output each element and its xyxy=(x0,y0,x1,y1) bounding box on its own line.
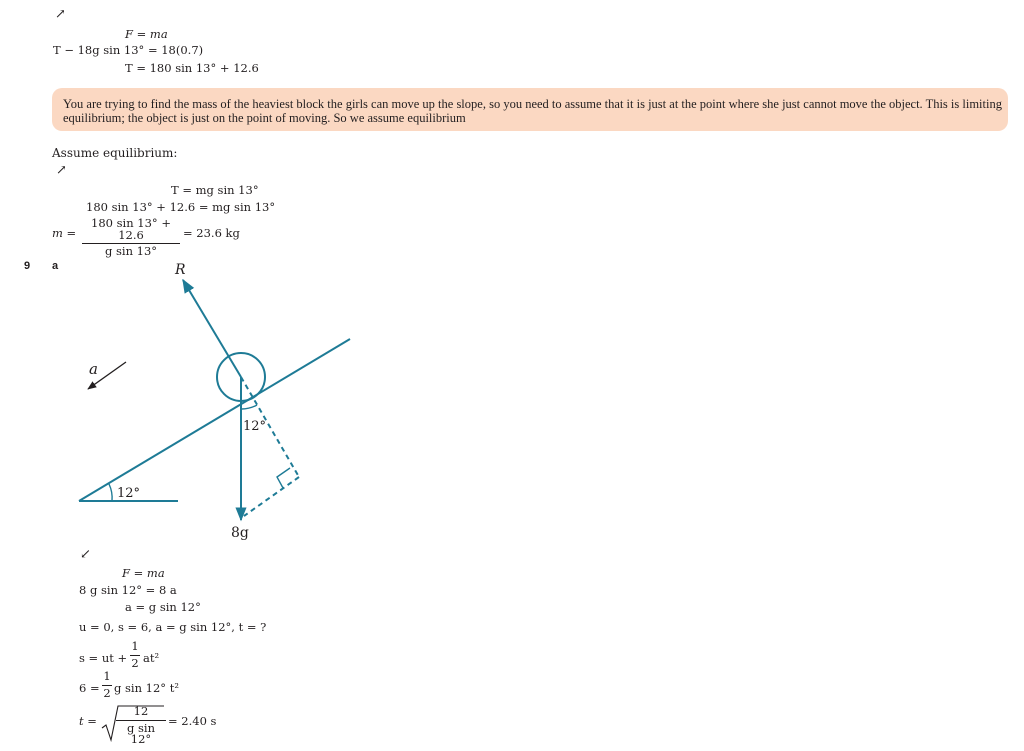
equation-newton: F = ma xyxy=(125,27,168,41)
equation-tension-2: T = 180 sin 13° + 12.6 xyxy=(125,61,259,75)
equation-acceleration: a = g sin 12° xyxy=(125,600,201,614)
reaction-arrow xyxy=(183,280,241,377)
half-denominator-2: 2 xyxy=(103,685,111,700)
direction-arrow-icon: ↙ xyxy=(80,547,91,562)
time-result: = 2.40 s xyxy=(168,714,217,728)
suvat-equation-rhs: at² xyxy=(143,651,160,665)
base-angle-arc xyxy=(109,484,112,501)
direction-arrow-icon: ↗ xyxy=(55,7,66,22)
hint-text: You are trying to find the mass of the heaviest block the girls can move up the slope, so you need to assume that it is just at the point where she just cannot move the object. This is limiting equilibrium; the object is just on the point of moving. So we assume equilibrium xyxy=(63,97,1002,125)
parallel-component-dashed xyxy=(244,477,299,516)
assume-equilibrium-label: Assume equilibrium: xyxy=(52,146,178,160)
half-numerator: 1 xyxy=(131,639,139,653)
equation-equilibrium-1: T = mg sin 13° xyxy=(171,183,259,197)
weight-label: 8g xyxy=(231,525,249,541)
question-number: 9 xyxy=(24,260,31,272)
question-part: a xyxy=(52,260,59,272)
equation-tension-1: T − 18g sin 13° = 18(0.7) xyxy=(53,43,204,57)
six-equation-lhs: 6 = xyxy=(79,681,100,695)
mass-variable: m = xyxy=(52,226,77,240)
vertical-angle-arc xyxy=(241,405,257,409)
acceleration-label: a xyxy=(89,360,98,378)
direction-arrow-icon: ↗ xyxy=(56,163,67,178)
vertical-angle-label: 12° xyxy=(243,419,267,434)
suvat-values: u = 0, s = 6, a = g sin 12°, t = ? xyxy=(79,620,267,634)
suvat-equation-lhs: s = ut + xyxy=(79,651,128,665)
equation-force-balance: 8 g sin 12° = 8 a xyxy=(79,583,177,597)
six-equation-rhs: g sin 12° t² xyxy=(114,681,179,695)
half-numerator-2: 1 xyxy=(103,669,111,683)
half-fraction xyxy=(130,641,140,669)
half-fraction-2 xyxy=(102,671,112,699)
base-angle-label: 12° xyxy=(117,486,141,501)
mass-denominator: g sin 13° xyxy=(104,244,158,258)
reaction-label: R xyxy=(175,262,186,278)
mass-numerator: 180 sin 13° + 12.6 xyxy=(91,216,171,242)
equation-newton-2: F = ma xyxy=(122,566,165,580)
slope-line xyxy=(79,339,350,501)
half-denominator: 2 xyxy=(131,655,139,670)
time-denominator: g sin 12° xyxy=(126,720,155,746)
equation-equilibrium-2: 180 sin 13° + 12.6 = mg sin 13° xyxy=(86,200,276,214)
time-fraction xyxy=(116,706,166,746)
time-numerator: 12 xyxy=(133,704,149,718)
time-variable: t = xyxy=(79,714,97,728)
mass-result: = 23.6 kg xyxy=(183,226,240,240)
